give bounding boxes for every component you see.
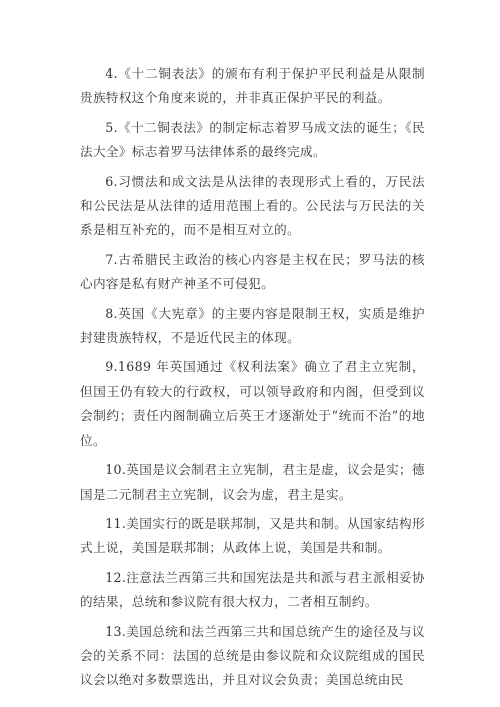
paragraph-4: 4.《十二铜表法》的颁布有利于保护平民利益是从限制贵族特权这个角度来说的，并非真正保护平民的利益。 [80, 66, 425, 106]
paragraph-7: 7.古希腊民主政治的核心内容是主权在民；罗马法的核心内容是私有财产神圣不可侵犯。 [80, 251, 425, 292]
paragraph-13: 13.美国总统和法兰西第三共和国总统产生的途径及与议会的关系不同：法国的总统是由参议院和众议院组成的国民议会以绝对多数票选出，并且对议会负责；美国总统由民 [80, 623, 425, 688]
paragraph-11: 11.美国实行的既是联邦制，又是共和制。从国家结构形式上说，美国是联邦制；从政体上说，美国是共和制。 [80, 515, 425, 556]
paragraph-8: 8.英国《大宪章》的主要内容是限制王权，实质是维护封建贵族特权，不是近代民主的体现。 [80, 305, 425, 346]
paragraph-5: 5.《十二铜表法》的制定标志着罗马成文法的诞生；《民法大全》标志着罗马法律体系的最终完成。 [80, 119, 425, 160]
paragraph-9: 9.1689 年英国通过《权利法案》确立了君主立宪制，但国王仍有较大的行政权，可以领导政府和内阁，但受到议会制约；责任内阁制确立后英王才逐渐处于“统而不治”的地位。 [80, 359, 425, 448]
paragraph-6: 6.习惯法和成文法是从法律的表现形式上看的，万民法和公民法是从法律的适用范围上看的。公民法与万民法的关系是相互补充的，而不是相互对立的。 [80, 173, 425, 238]
paragraph-12: 12.注意法兰西第三共和国宪法是共和派与君主派相妥协的结果，总统和参议院有很大权力，二者相互制约。 [80, 569, 425, 610]
document-body [80, 62, 425, 698]
paragraph-10: 10.英国是议会制君主立宪制，君主是虚，议会是实；德国是二元制君主立宪制，议会为虚，君主是实。 [80, 462, 425, 502]
